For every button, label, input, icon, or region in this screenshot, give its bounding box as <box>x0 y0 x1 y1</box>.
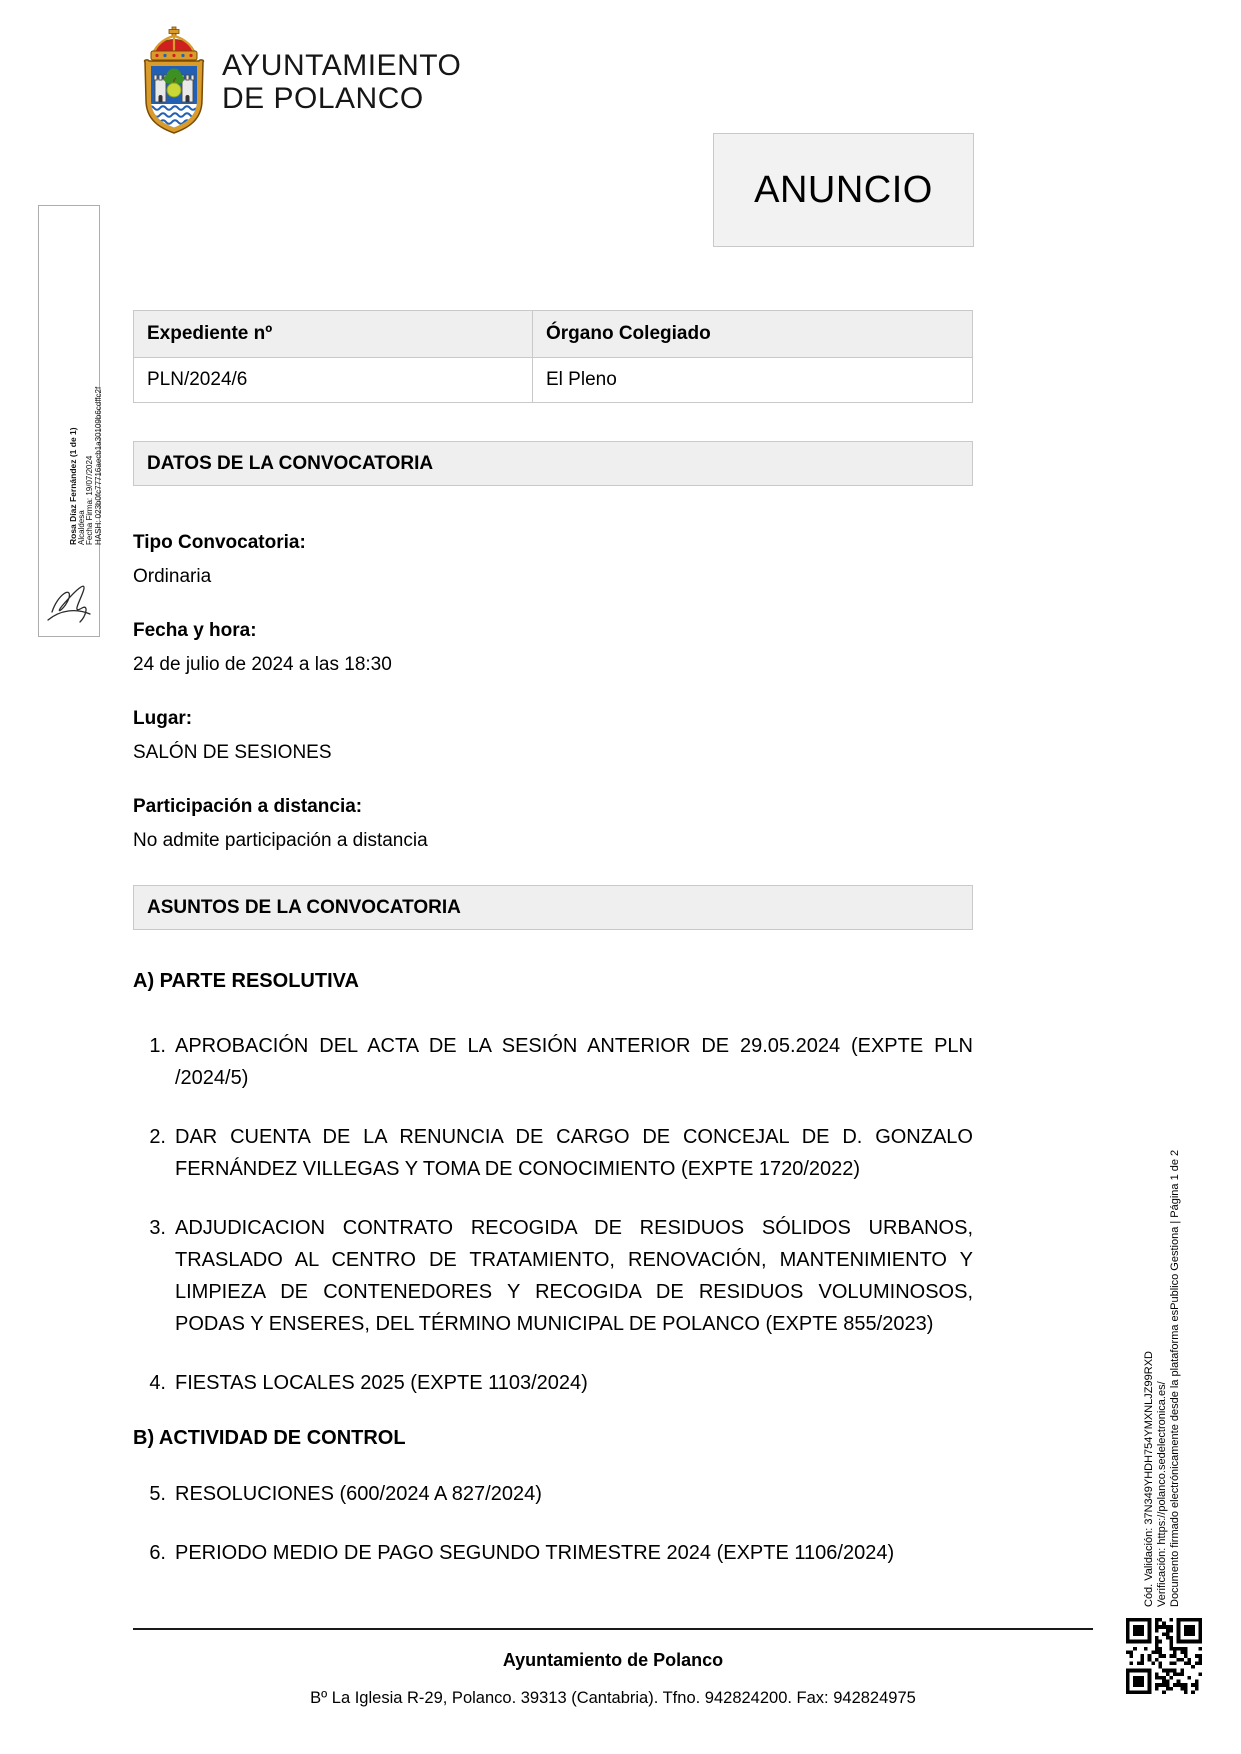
agenda-item-number: 6. <box>149 1542 166 1564</box>
agenda-item-text: PERIODO MEDIO DE PAGO SEGUNDO TRIMESTRE 2024 (EXPTE 1106/2024) <box>175 1542 895 1564</box>
agenda-item <box>133 1030 973 1094</box>
agenda-item <box>133 1478 973 1510</box>
expediente-header-cell: Expediente nº <box>134 311 533 358</box>
polanco-coat-of-arms-icon <box>140 26 208 136</box>
signature-date: Fecha Firma: 19/07/2024 <box>85 455 94 545</box>
agenda-item-number: 3. <box>149 1217 166 1239</box>
agenda-item-number: 1. <box>149 1035 166 1057</box>
field-value: 24 de julio de 2024 a las 18:30 <box>133 654 392 675</box>
agenda-item-number: 2. <box>149 1126 166 1148</box>
handwritten-signature-icon <box>42 550 96 634</box>
field-label: Participación a distancia: <box>133 796 363 817</box>
agenda-item <box>133 1212 973 1340</box>
signer-name: Rosa Díaz Fernández (1 de 1) <box>68 427 78 545</box>
agenda-item-number: 5. <box>149 1483 166 1505</box>
expediente-table <box>133 310 973 403</box>
agenda-item-text: FIESTAS LOCALES 2025 (EXPTE 1103/2024) <box>175 1372 588 1394</box>
footer-org-name: Ayuntamiento de Polanco <box>502 1650 724 1670</box>
field-value: SALÓN DE SESIONES <box>133 742 332 763</box>
org-name <box>222 26 461 136</box>
agenda-item <box>133 1537 973 1569</box>
field-label: Fecha y hora: <box>133 620 257 641</box>
field-fecha-hora <box>133 619 973 677</box>
convocatoria-fields <box>133 531 973 883</box>
agenda-group-b-heading: B) ACTIVIDAD DE CONTROL <box>133 1427 406 1449</box>
agenda-group-a-heading: A) PARTE RESOLUTIVA <box>133 970 359 992</box>
agenda-item <box>133 1367 973 1399</box>
field-label: Lugar: <box>133 708 193 729</box>
verification-url: Verificación: https://polanco.sedelectronica.es/ <box>1156 1381 1168 1607</box>
qr-code <box>1126 1618 1202 1694</box>
section-header-asuntos: ASUNTOS DE LA CONVOCATORIA <box>133 885 973 930</box>
organo-header-cell: Órgano Colegiado <box>533 311 973 358</box>
signed-document-note: Documento firmado electrónicamente desde la plataforma esPublico Gestiona | Página 1 de 2 <box>1169 1149 1181 1607</box>
expediente-value-cell: PLN/2024/6 <box>134 358 533 403</box>
field-participacion <box>133 795 973 853</box>
section-header-datos: DATOS DE LA CONVOCATORIA <box>133 441 973 486</box>
announcement-title: ANUNCIO <box>754 168 933 211</box>
agenda-item-text: DAR CUENTA DE LA RENUNCIA DE CARGO DE CONCEJAL DE D. GONZALO FERNÁNDEZ VILLEGAS Y TOMA DE CONOCIMIENTO (EXPTE 1720/2022) <box>175 1126 973 1180</box>
table-value-row <box>134 358 973 403</box>
agenda-item <box>133 1121 973 1185</box>
agenda-item-number: 4. <box>149 1372 166 1394</box>
footer-divider <box>133 1628 1093 1630</box>
field-tipo-convocatoria <box>133 531 973 589</box>
field-lugar <box>133 707 973 765</box>
agenda <box>133 969 973 1596</box>
signer-role: Alcaldesa <box>76 510 86 545</box>
agenda-item-text: APROBACIÓN DEL ACTA DE LA SESIÓN ANTERIOR DE 29.05.2024 (EXPTE PLN /2024/5) <box>175 1035 973 1089</box>
field-value: Ordinaria <box>133 566 212 587</box>
footer-address: Bº La Iglesia R-29, Polanco. 39313 (Cantabria). Tfno. 942824200. Fax: 942824975 <box>310 1689 916 1707</box>
field-value: No admite participación a distancia <box>133 830 428 851</box>
table-header-row <box>134 311 973 358</box>
field-label: Tipo Convocatoria: <box>133 532 306 553</box>
agenda-item-text: ADJUDICACION CONTRATO RECOGIDA DE RESIDUOS SÓLIDOS URBANOS, TRASLADO AL CENTRO DE TRATAMIENTO, RENOVACIÓN, MANTENIMIENTO Y LIMPIEZA DE CONTENEDORES Y RECOGIDA DE RESIDUOS VOLUMINOSOS, PODAS Y ENSERES, DEL TÉRMINO MUNICIPAL DE POLANCO (EXPTE 855/2023) <box>175 1217 973 1335</box>
org-name-line2: DE POLANCO <box>222 82 424 115</box>
organo-value-cell: El Pleno <box>533 358 973 403</box>
validation-code: Cód. Validación: 37N349YHDH754YMXNLJZ99RXD <box>1143 1351 1155 1607</box>
header-logo <box>140 26 461 136</box>
agenda-item-text: RESOLUCIONES (600/2024 A 827/2024) <box>175 1483 542 1505</box>
org-name-line1: AYUNTAMIENTO <box>222 49 462 82</box>
announcement-title-box <box>713 133 974 247</box>
signature-hash: HASH: 023b0fc77716aecb1a30109b6cdffc2f <box>93 386 103 545</box>
